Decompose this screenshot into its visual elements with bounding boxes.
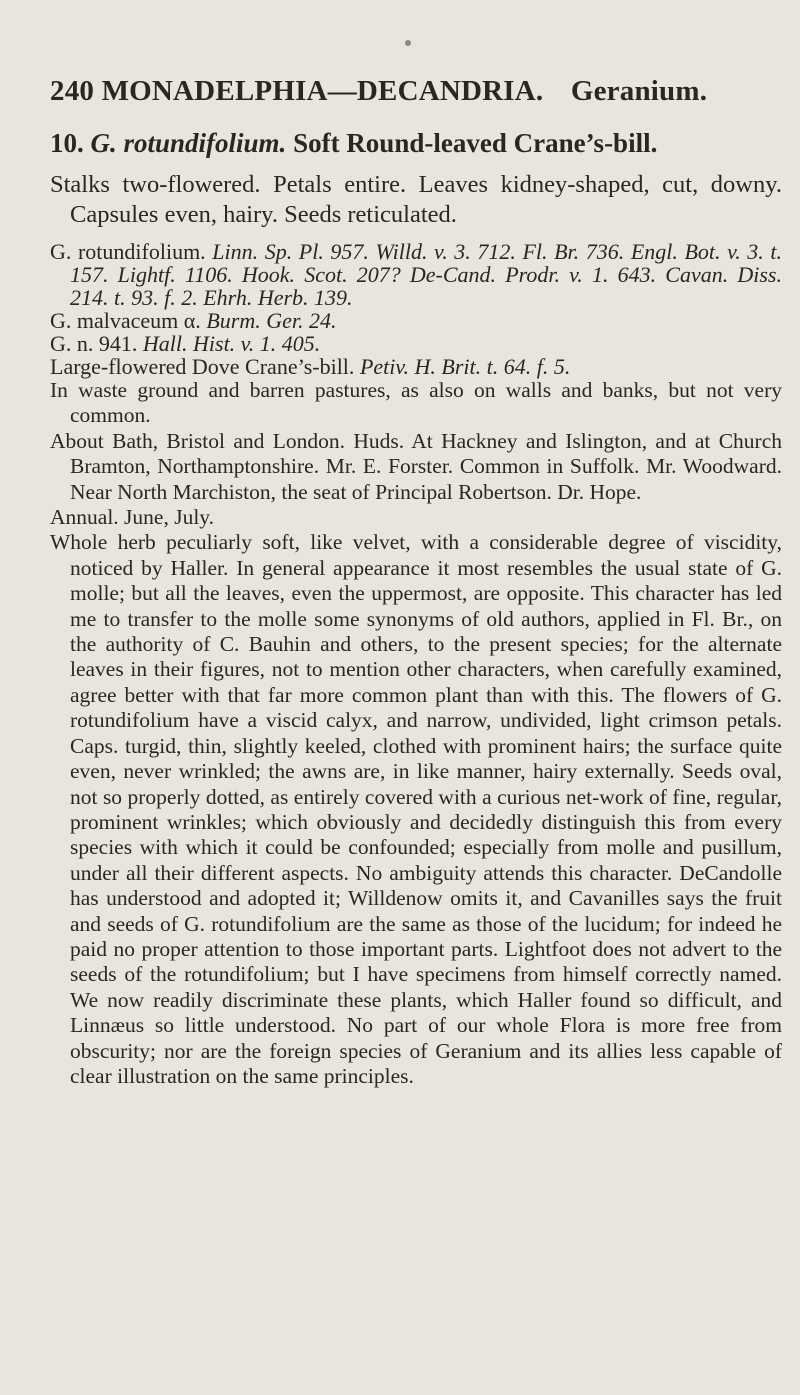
synonym-1 bbox=[50, 240, 782, 309]
synonym-name: G. rotundifolium. bbox=[50, 239, 206, 264]
synonym-name: Large-flowered Dove Crane’s-bill. bbox=[50, 354, 355, 379]
synonym-name: G. malvaceum α. bbox=[50, 308, 201, 333]
running-title: MONADELPHIA—DECANDRIA. bbox=[101, 75, 544, 107]
genus-header: Geranium. bbox=[570, 75, 708, 107]
description: Whole herb peculiarly soft, like velvet, with a considerable degree of viscidity, noticed by Haller. In general appearance it most resembles the usual state of G. molle; but all the leaves, even the uppermost, are opposite. This character has led me to transfer to the molle some synonyms of old authors, applied in Fl. Br., on the authority of C. Bauhin and others, to the present species; for the alternate leaves in their figures, not to mention other characters, when carefully examined, agree better with that far more common plant than with this. The flowers of G. rotundifolium have a viscid calyx, and narrow, undivided, light crimson petals. Caps. turgid, thin, slightly keeled, clothed with prominent hairs; the surface quite even, never wrinkled; the awns are, in like manner, hairy externally. Seeds oval, not so properly dotted, as entirely covered with a curious net-work of fine, regular, prominent wrinkles; which obviously and decidedly distinguish this from every species with which it could be confounded; especially from molle and pusillum, under all their different aspects. No ambiguity attends this character. DeCandolle has understood and adopted it; Willdenow omits it, and Cavanilles says the fruit and seeds of G. rotundifolium are the same as those of the lucidum; for indeed he paid no proper attention to those important parts. Lightfoot does not advert to the seeds of the rotundifolium; but I have specimens from himself correctly named. We now readily discriminate these plants, which Haller found so difficult, and Linnæus so little understood. No part of our whole Flora is more free from obscurity; nor are the foreign species of Geranium and its allies less capable of clear illustration on the same principles. bbox=[50, 530, 782, 1088]
ink-speck bbox=[405, 40, 411, 46]
localities: About Bath, Bristol and London. Huds. At Hackney and Islington, and at Church Bramton, Northamptonshire. Mr. E. Forster. Common in Suffolk. Mr. Woodward. Near North Marchiston, the seat of Principal Robertson. Dr. Hope. bbox=[50, 428, 782, 504]
diagnosis: Stalks two-flowered. Petals entire. Leaves kidney-shaped, cut, downy. Capsules even, hairy. Seeds reticulated. bbox=[50, 171, 782, 228]
page-number: 240 bbox=[50, 75, 95, 107]
synonym-name: G. n. 941. bbox=[50, 331, 138, 356]
synonym-refs: Burm. Ger. 24. bbox=[206, 308, 337, 333]
synonym-2 bbox=[50, 309, 782, 332]
synonym-refs: Petiv. H. Brit. t. 64. f. 5. bbox=[359, 354, 571, 379]
common-name: Soft Round-leaved Crane’s-bill. bbox=[293, 128, 658, 158]
running-header bbox=[50, 72, 782, 110]
entry-number: 10. bbox=[50, 128, 84, 158]
synonym-3 bbox=[50, 332, 782, 355]
species-name: G. rotundifolium. bbox=[90, 128, 287, 158]
species-title bbox=[50, 126, 782, 160]
habitat: In waste ground and barren pastures, as also on walls and banks, but not very common. bbox=[50, 378, 782, 428]
synonym-refs: Hall. Hist. v. 1. 405. bbox=[142, 331, 321, 356]
synonym-refs: Linn. Sp. Pl. 957. Willd. v. 3. 712. Fl. Br. 736. Engl. Bot. v. 3. t. 157. Lightf. 1106. Hook. Scot. 207? De-Cand. Prodr. v. 1. 643. Cavan. Diss. 214. t. 93. f. 2. Ehrh. Herb. 139. bbox=[70, 239, 783, 310]
duration: Annual. June, July. bbox=[50, 505, 215, 530]
synonym-4 bbox=[50, 355, 782, 378]
